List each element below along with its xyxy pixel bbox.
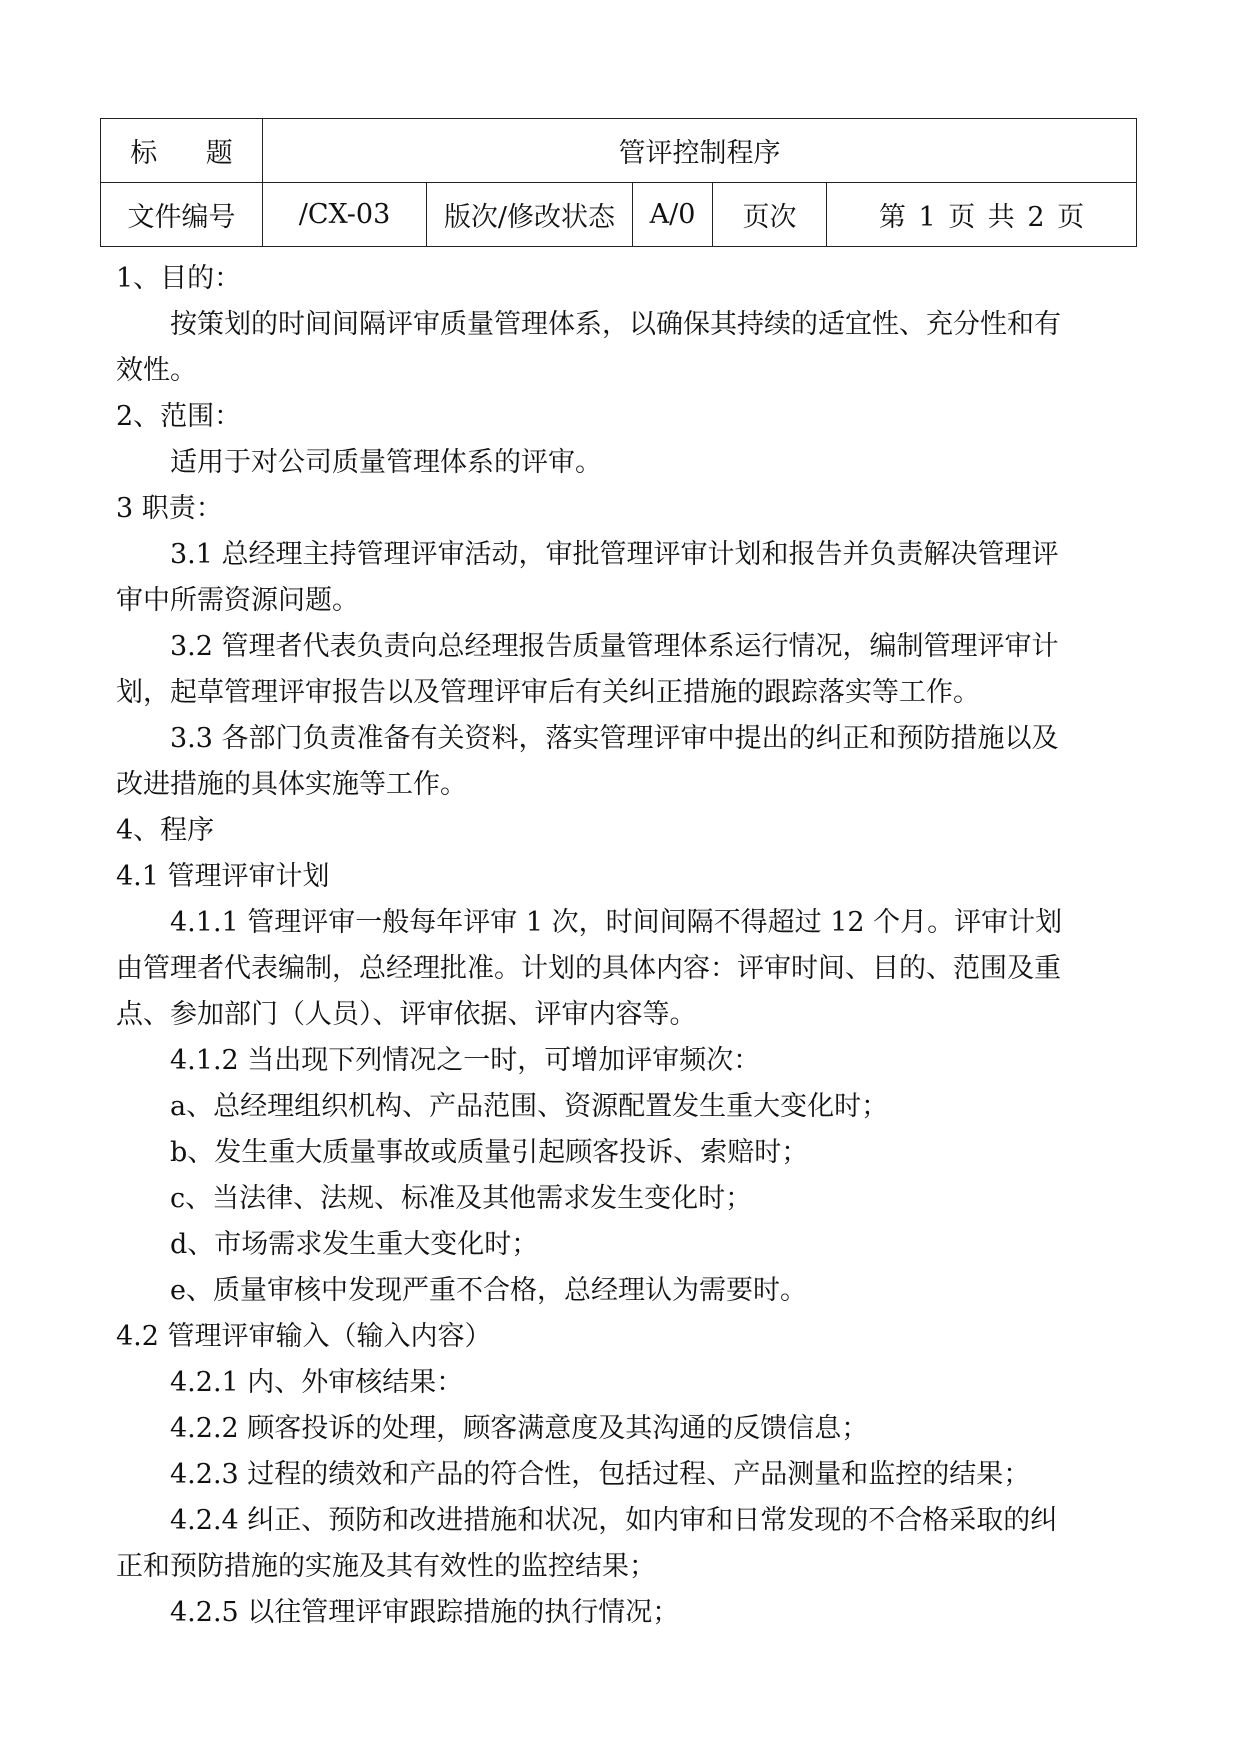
paragraph-line: 划，起草管理评审报告以及管理评审后有关纠正措施的跟踪落实等工作。 — [116, 677, 980, 708]
document-header-table — [100, 118, 1137, 247]
section-heading: 3 职责： — [116, 493, 223, 524]
list-item: b、发生重大质量事故或质量引起顾客投诉、索赔时； — [170, 1137, 809, 1168]
paragraph-line: 4.2.2 顾客投诉的处理，顾客满意度及其沟通的反馈信息； — [170, 1413, 869, 1444]
paragraph-line: 4.1.2 当出现下列情况之一时，可增加评审频次： — [170, 1045, 761, 1076]
subsection-heading: 4.2 管理评审输入（输入内容） — [116, 1321, 492, 1352]
paragraph-line: 效性。 — [116, 355, 197, 386]
paragraph-line: 审中所需资源问题。 — [116, 585, 359, 616]
paragraph-line: 4.2.3 过程的绩效和产品的符合性，包括过程、产品测量和监控的结果； — [170, 1459, 1031, 1490]
paragraph-line: 正和预防措施的实施及其有效性的监控结果； — [116, 1551, 656, 1582]
paragraph-line: 3.2 管理者代表负责向总经理报告质量管理体系运行情况，编制管理评审计 — [170, 631, 1059, 662]
list-item: d、市场需求发生重大变化时； — [170, 1229, 539, 1260]
paragraph-line: 4.2.5 以往管理评审跟踪措施的执行情况； — [170, 1597, 680, 1628]
page-value: 第 1 页 共 2 页 — [827, 183, 1137, 247]
paragraph-line: 改进措施的具体实施等工作。 — [116, 769, 467, 800]
paragraph-line: 4.2.1 内、外审核结果： — [170, 1367, 464, 1398]
paragraph-line: 由管理者代表编制，总经理批准。计划的具体内容：评审时间、目的、范围及重 — [116, 953, 1061, 984]
document-title: 管评控制程序 — [263, 119, 1137, 183]
paragraph-line: 点、参加部门（人员）、评审依据、评审内容等。 — [116, 999, 697, 1030]
page-label: 页次 — [713, 183, 827, 247]
list-item: a、总经理组织机构、产品范围、资源配置发生重大变化时； — [170, 1091, 889, 1122]
subsection-heading: 4.1 管理评审计划 — [116, 861, 330, 892]
paragraph-line: 4.2.4 纠正、预防和改进措施和状况，如内审和日常发现的不合格采取的纠 — [170, 1505, 1058, 1536]
doc-no-label: 文件编号 — [101, 183, 263, 247]
doc-no-value: /CX-03 — [263, 183, 427, 247]
section-heading: 4、程序 — [116, 815, 215, 846]
version-label: 版次/修改状态 — [427, 183, 633, 247]
paragraph-line: 适用于对公司质量管理体系的评审。 — [170, 447, 602, 478]
paragraph-line: 3.3 各部门负责准备有关资料，落实管理评审中提出的纠正和预防措施以及 — [170, 723, 1059, 754]
list-item: e、质量审核中发现严重不合格，总经理认为需要时。 — [170, 1275, 807, 1306]
section-heading: 2、范围： — [116, 401, 242, 432]
title-label: 标 题 — [101, 119, 263, 183]
paragraph-line: 3.1 总经理主持管理评审活动，审批管理评审计划和报告并负责解决管理评 — [170, 539, 1059, 570]
section-heading: 1、目的： — [116, 263, 242, 294]
list-item: c、当法律、法规、标准及其他需求发生变化时； — [170, 1183, 753, 1214]
paragraph-line: 按策划的时间间隔评审质量管理体系，以确保其持续的适宜性、充分性和有 — [170, 309, 1061, 340]
document-body — [116, 256, 1136, 1636]
paragraph-line: 4.1.1 管理评审一般每年评审 1 次，时间间隔不得超过 12 个月。评审计划 — [170, 907, 1063, 938]
version-value: A/0 — [633, 183, 713, 247]
